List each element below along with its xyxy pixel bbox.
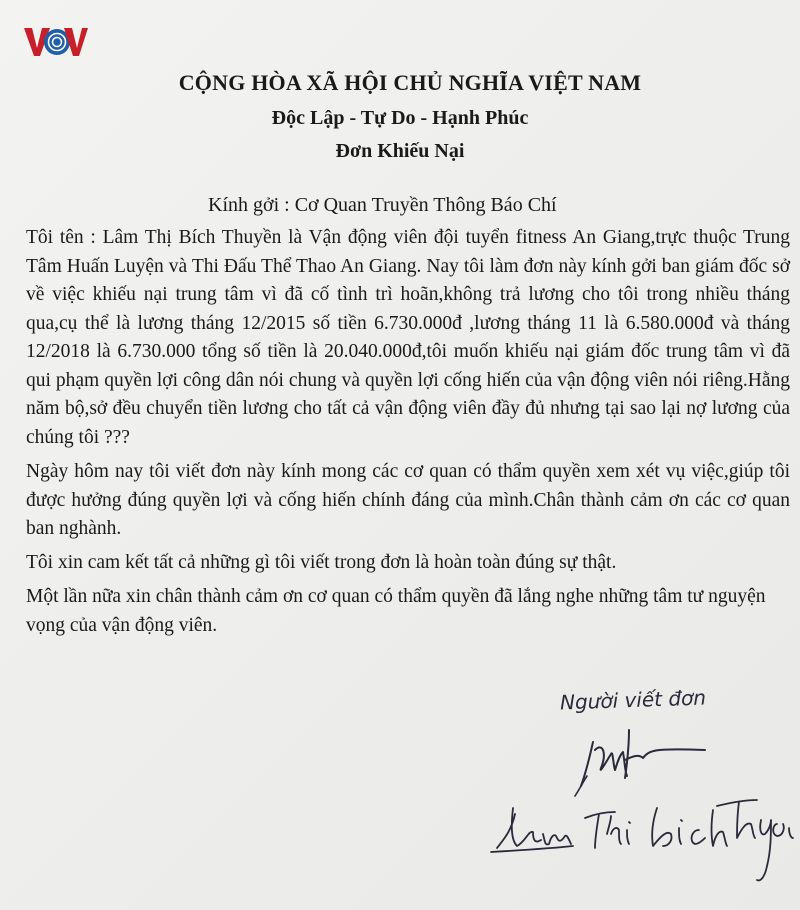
- signature-label: Người viết đơn: [559, 685, 707, 715]
- motto: Độc Lập - Tự Do - Hạnh Phúc: [271, 107, 529, 129]
- signature-name: [485, 790, 795, 890]
- recipient-line: Kính gởi : Cơ Quan Truyền Thông Báo Chí: [208, 194, 557, 216]
- document-title: Đơn Khiếu Nại: [335, 140, 465, 162]
- country-heading: CỘNG HÒA XÃ HỘI CHỦ NGHĨA VIỆT NAM: [178, 70, 642, 95]
- paragraph-4: Một lần nữa xin chân thành cảm ơn cơ quan có thẩm quyền đã lắng nghe những tâm tư nguyện vọng của vận động viên.: [26, 586, 766, 636]
- signature-scribble: [555, 720, 715, 800]
- paragraph-3: Tôi xin cam kết tất cả những gì tôi viết trong đơn là hoàn toàn đúng sự thật.: [26, 552, 617, 573]
- paragraph-2: Ngày hôm nay tôi viết đơn này kính mong các cơ quan có thẩm quyền xem xét vụ việc,giúp tôi được hưởng đúng quyền lợi và cống hiến chính đáng của mình.Chân thành cảm ơn các cơ quan ban nghành.: [26, 461, 790, 539]
- vov-logo: [24, 24, 88, 60]
- paragraph-1: Tôi tên : Lâm Thị Bích Thuyền là Vận động viên đội tuyển fitness An Giang,trực thuộc Trung Tâm Huấn Luyện và Thi Đấu Thể Thao An Giang. Nay tôi làm đơn này kính gởi ban giám đốc sở về việc khiếu nại trung tâm vì đã cố tình trì hoãn,không trả lương cho tôi trong nhiều tháng qua,cụ thể là lương tháng 12/2015 số tiền 6.730.000đ ,lương tháng 11 là 6.580.000đ và tháng 12/2018 là 6.730.000 tổng số tiền là 20.040.000đ,tôi muốn khiếu nại giám đốc trung tâm vì đã qui phạm quyền lợi công dân nói chung và quyền lợi cống hiến của vận động viên nói riêng.Hằng năm bộ,sở đều chuyển tiền lương cho tất cả vận động viên đầy đủ nhưng tại sao lại nợ lương của chúng tôi ???: [26, 227, 790, 448]
